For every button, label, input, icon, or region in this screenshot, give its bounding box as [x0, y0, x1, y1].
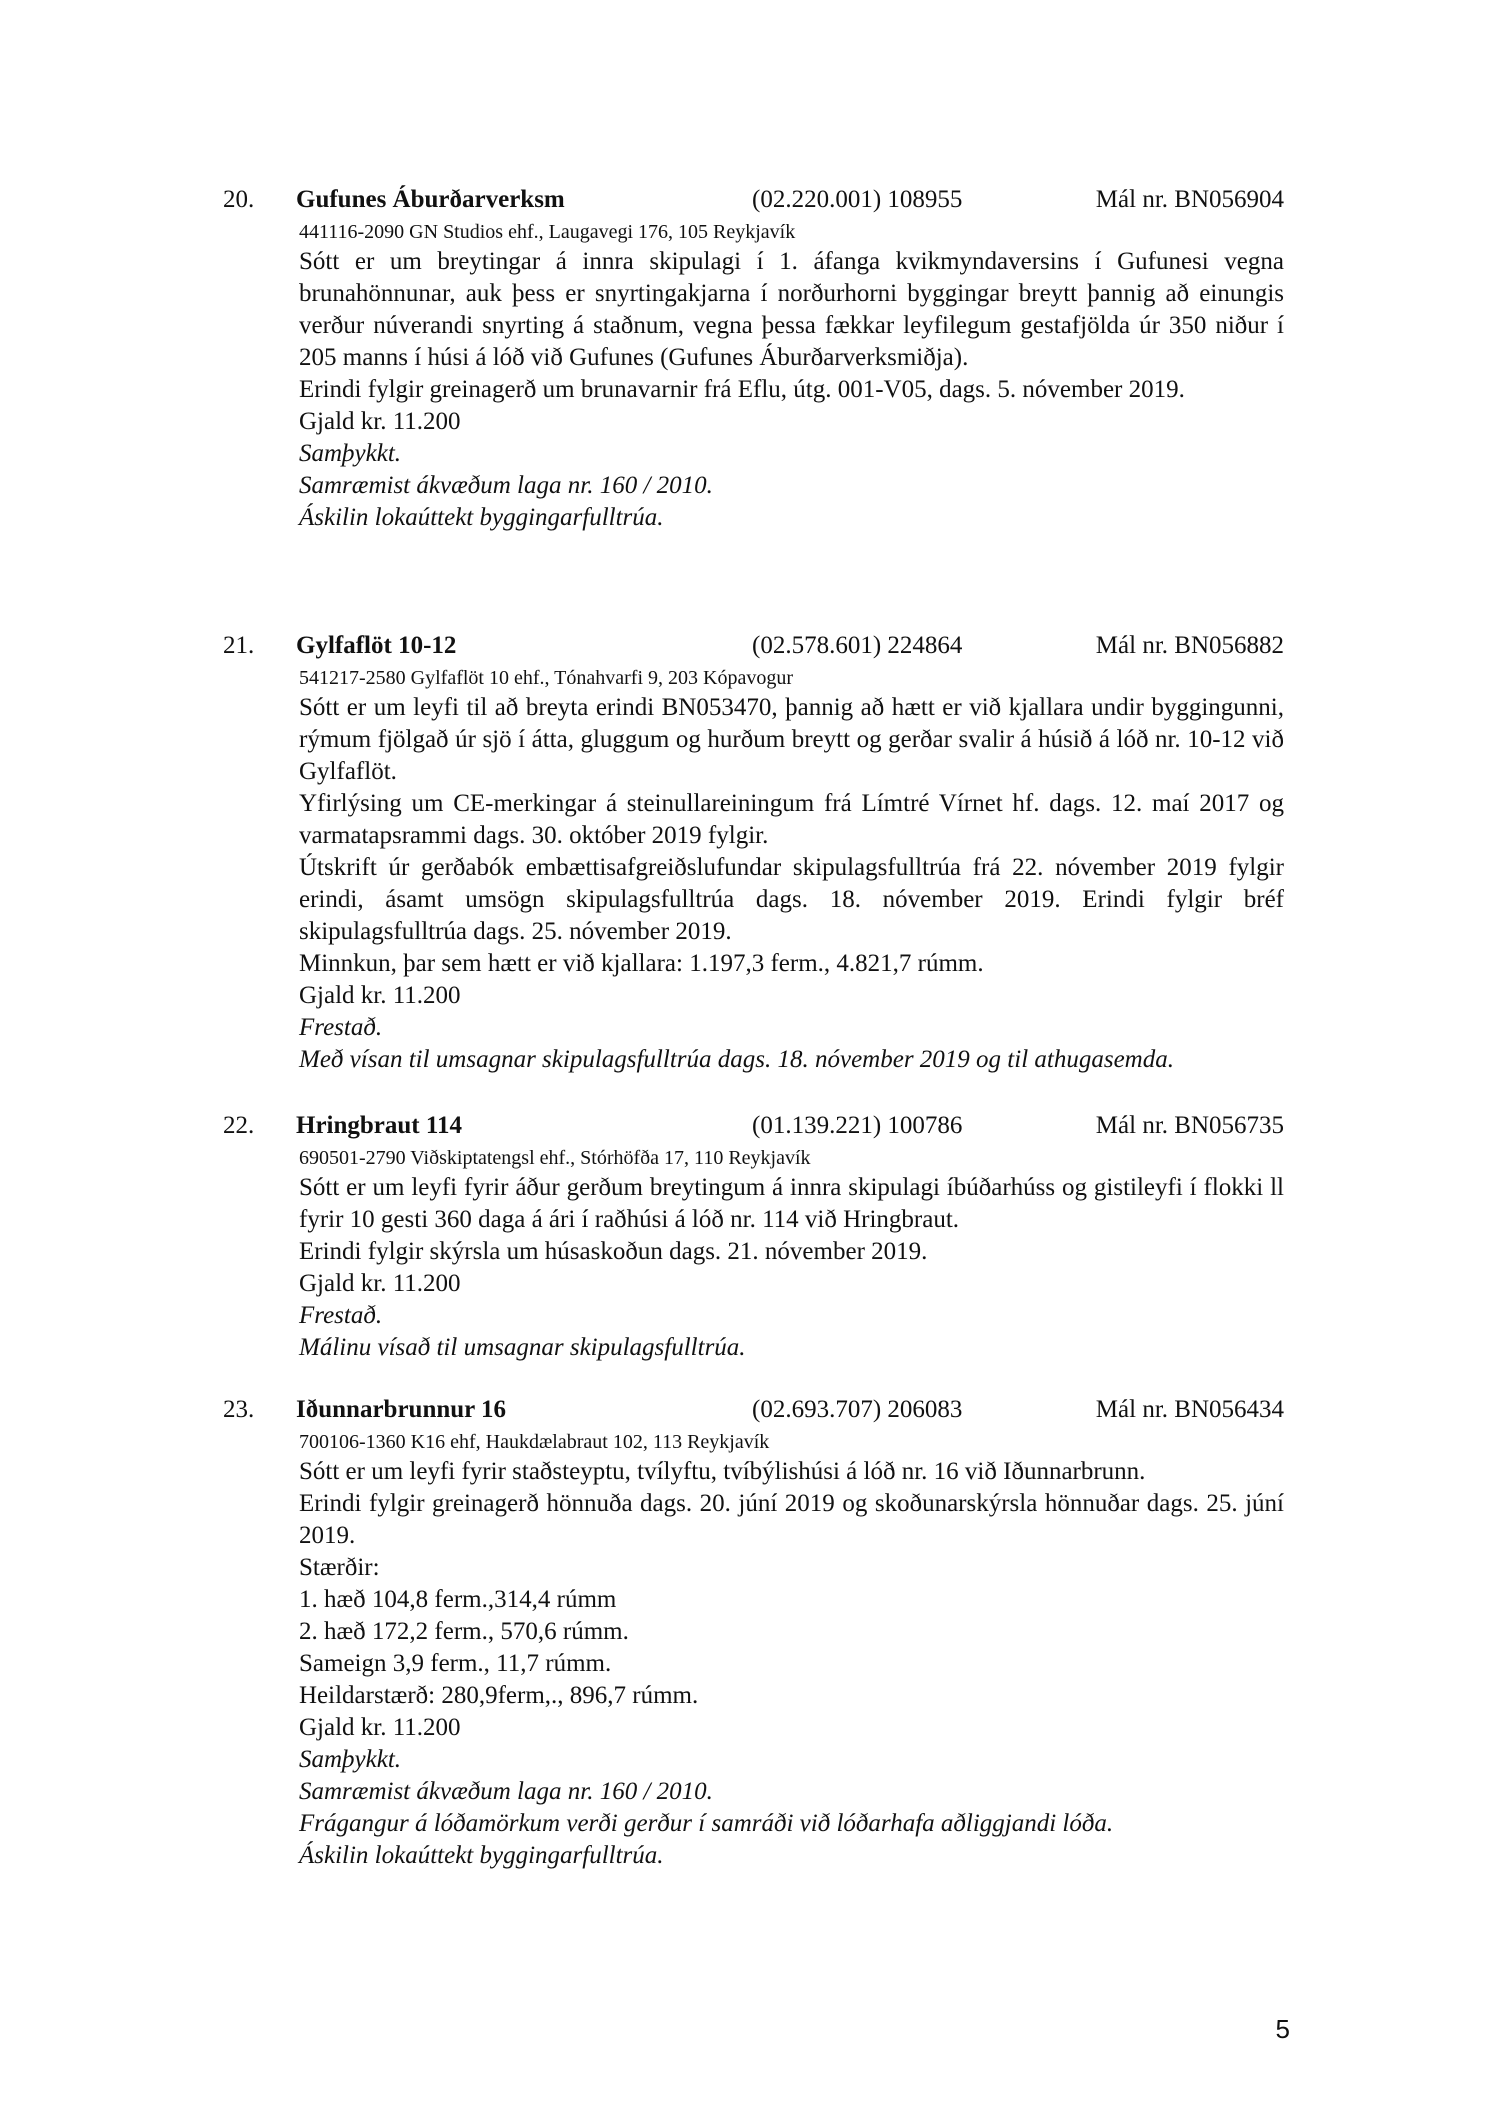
case-reference: (02.693.707) 206083 — [752, 1396, 963, 1423]
case-note: Erindi fylgir skýrsla um húsaskoðun dags. 21. nóvember 2019. — [299, 1238, 928, 1265]
case-note: Sameign 3,9 ferm., 11,7 rúmm. — [299, 1650, 612, 1677]
case-body — [299, 1144, 1284, 1364]
decision-line: Samþykkt. — [299, 1746, 402, 1773]
case-number: 20. — [223, 186, 255, 213]
case-header — [223, 628, 1284, 664]
case-body — [299, 664, 1284, 1076]
applicant: 541217-2580 Gylfaflöt 10 ehf., Tónahvarfi 9, 203 Kópavogur — [299, 667, 793, 689]
decision-line: Málinu vísað til umsagnar skipulagsfulltrúa. — [299, 1334, 746, 1361]
case-number: 22. — [223, 1112, 255, 1139]
case-23 — [223, 1392, 1284, 1872]
case-file-number: Mál nr. BN056882 — [1095, 632, 1284, 659]
case-title: Iðunnarbrunnur 16 — [296, 1396, 507, 1423]
decision-line: Samræmist ákvæðum laga nr. 160 / 2010. — [299, 1778, 713, 1805]
case-file-number: Mál nr. BN056434 — [1095, 1396, 1284, 1423]
case-fee: Gjald kr. 11.200 — [299, 982, 461, 1009]
case-fee: Gjald kr. 11.200 — [299, 1270, 461, 1297]
case-title: Gufunes Áburðarverksm — [296, 186, 565, 213]
case-description: Sótt er um leyfi fyrir staðsteyptu, tvílyftu, tvíbýlishúsi á lóð nr. 16 við Iðunnarbrunn. — [299, 1458, 1146, 1485]
applicant: 690501-2790 Viðskiptatengsl ehf., Stórhöfða 17, 110 Reykjavík — [299, 1147, 811, 1169]
case-description: Sótt er um breytingar á innra skipulagi í 1. áfanga kvikmyndaversins í Gufunesi vegna brunahönnunar, auk þess er snyrtingakjarna í norðurhorni byggingar breytt þannig að einungis verður núverandi snyrting á staðnum, vegna þessa fækkar leyfilegum gestafjölda úr 350 niður í 205 manns í húsi á lóð við Gufunes (Gufunes Áburðarverksmiðja). — [299, 248, 1284, 371]
case-reference: (02.220.001) 108955 — [752, 186, 963, 213]
case-number: 23. — [223, 1396, 255, 1423]
case-fee: Gjald kr. 11.200 — [299, 1714, 461, 1741]
case-file-number: Mál nr. BN056735 — [1095, 1112, 1284, 1139]
applicant: 441116-2090 GN Studios ehf., Laugavegi 176, 105 Reykjavík — [299, 221, 796, 243]
decision-line: Frágangur á lóðamörkum verði gerður í samráði við lóðarhafa aðliggjandi lóða. — [299, 1810, 1114, 1837]
case-reference: (02.578.601) 224864 — [752, 632, 963, 659]
case-note: Yfirlýsing um CE-merkingar á steinullareiningum frá Límtré Vírnet hf. dags. 12. maí 2017 og varmatapsrammi dags. 30. október 2019 fylgir. — [299, 790, 1284, 849]
case-body — [299, 218, 1284, 534]
decision-line: Með vísan til umsagnar skipulagsfulltrúa dags. 18. nóvember 2019 og til athugasemda. — [299, 1046, 1174, 1073]
case-fee: Gjald kr. 11.200 — [299, 408, 461, 435]
case-description: Sótt er um leyfi til að breyta erindi BN053470, þannig að hætt er við kjallara undir byggingunni, rýmum fjölgað úr sjö í átta, gluggum og hurðum breytt og gerðar svalir á húsið á lóð nr. 10-12 við Gylfaflöt. — [299, 694, 1284, 785]
case-title: Gylfaflöt 10-12 — [296, 632, 457, 659]
decision-line: Frestað. — [299, 1302, 383, 1329]
decision-line: Frestað. — [299, 1014, 383, 1041]
case-reference: (01.139.221) 100786 — [752, 1112, 963, 1139]
case-header — [223, 1392, 1284, 1428]
case-20 — [223, 182, 1284, 534]
case-22 — [223, 1108, 1284, 1364]
case-note: Heildarstærð: 280,9ferm,., 896,7 rúmm. — [299, 1682, 699, 1709]
applicant: 700106-1360 K16 ehf, Haukdælabraut 102, 113 Reykjavík — [299, 1431, 770, 1453]
case-title: Hringbraut 114 — [296, 1112, 462, 1139]
case-note: Erindi fylgir greinagerð hönnuða dags. 20. júní 2019 og skoðunarskýrsla hönnuðar dags. 25. júní 2019. — [299, 1490, 1284, 1549]
case-note: 1. hæð 104,8 ferm.,314,4 rúmm — [299, 1586, 617, 1613]
case-21 — [223, 628, 1284, 1076]
decision-line: Áskilin lokaúttekt byggingarfulltrúa. — [299, 504, 664, 531]
case-file-number: Mál nr. BN056904 — [1095, 186, 1284, 213]
case-header — [223, 182, 1284, 218]
case-note: Erindi fylgir greinagerð um brunavarnir frá Eflu, útg. 001-V05, dags. 5. nóvember 2019. — [299, 376, 1185, 403]
case-number: 21. — [223, 632, 255, 659]
case-note: Stærðir: — [299, 1554, 380, 1581]
case-note: Minnkun, þar sem hætt er við kjallara: 1.197,3 ferm., 4.821,7 rúmm. — [299, 950, 984, 977]
case-note: 2. hæð 172,2 ferm., 570,6 rúmm. — [299, 1618, 629, 1645]
decision-line: Samræmist ákvæðum laga nr. 160 / 2010. — [299, 472, 713, 499]
case-note: Útskrift úr gerðabók embættisafgreiðslufundar skipulagsfulltrúa frá 22. nóvember 2019 fylgir erindi, ásamt umsögn skipulagsfulltrúa dags. 18. nóvember 2019. Erindi fylgir bréf skipulagsfulltrúa dags. 25. nóvember 2019. — [299, 854, 1284, 945]
case-description: Sótt er um leyfi fyrir áður gerðum breytingum á innra skipulagi íbúðarhúss og gistileyfi í flokki ll fyrir 10 gesti 360 daga á ári í raðhúsi á lóð nr. 114 við Hringbraut. — [299, 1174, 1284, 1233]
case-header — [223, 1108, 1284, 1144]
decision-line: Samþykkt. — [299, 440, 402, 467]
case-body — [299, 1428, 1284, 1872]
decision-line: Áskilin lokaúttekt byggingarfulltrúa. — [299, 1842, 664, 1869]
page-number: 5 — [1275, 2014, 1290, 2044]
